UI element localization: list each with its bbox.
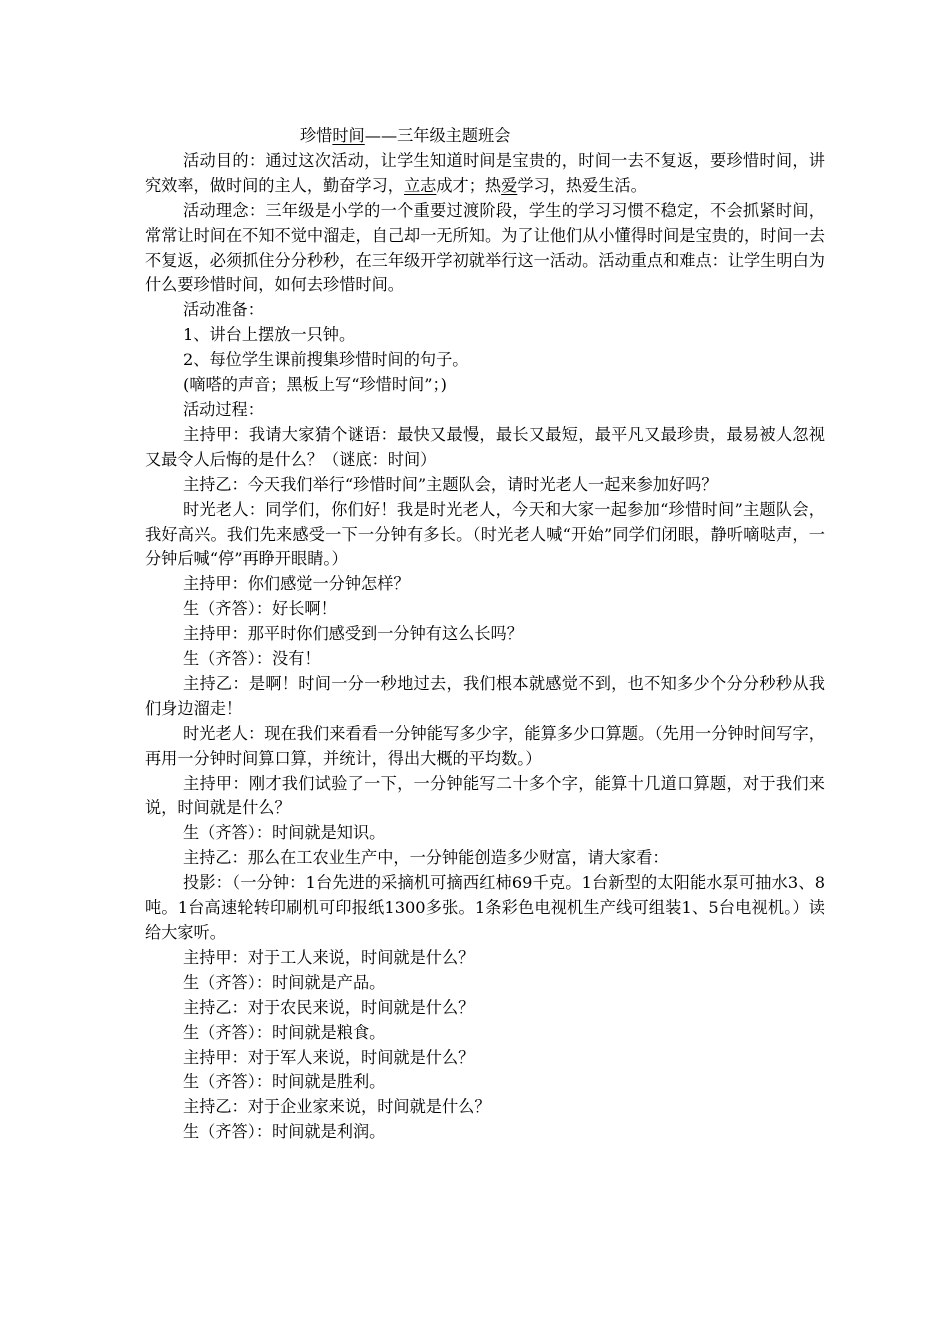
paragraph: 生（齐答）：好长啊！ (183, 599, 337, 619)
title-underlined-text: 时间 (332, 126, 365, 145)
paragraph: 主持甲：那平时你们感受到一分钟有这么长吗？ (183, 624, 523, 644)
paragraph: 主持乙：是啊！时间一分一秒地过去，我们根本就感觉不到，也不知多少个分分秒秒从我们身边溜走！ (145, 673, 825, 718)
paragraph: 生（齐答）：时间就是产品。 (183, 972, 386, 992)
paragraph: 1、讲台上摆放一只钟。 (183, 325, 356, 345)
paragraph: 2、每位学生课前搜集珍惜时间的句子。 (183, 350, 469, 370)
paragraph: 主持甲：对于军人来说，时间就是什么？ (183, 1047, 475, 1067)
paragraph: 主持乙：那么在工农业生产中，一分钟能创造多少财富，请大家看： (183, 848, 669, 868)
paragraph: 活动准备： (183, 300, 264, 320)
paragraph: (嘀嗒的声音；黑板上写“珍惜时间”；) (183, 375, 447, 395)
paragraph: 主持甲：刚才我们试验了一下，一分钟能写二十多个字，能算十几道口算题，对于我们来说，时间就是什么？ (145, 773, 825, 818)
paragraph: 生（齐答）：时间就是知识。 (183, 823, 386, 843)
paragraph: 主持乙：对于企业家来说，时间就是什么？ (183, 1097, 491, 1117)
paragraph: 主持乙：对于农民来说，时间就是什么？ (183, 997, 475, 1017)
title-text: 珍惜 (300, 126, 333, 145)
document-title (145, 124, 825, 149)
document-page (145, 124, 825, 1145)
paragraph: 主持乙：今天我们举行“珍惜时间”主题队会，请时光老人一起来参加好吗？ (183, 474, 718, 494)
title-text-rest: ——三年级主题班会 (364, 126, 511, 145)
paragraph: 活动理念：三年级是小学的一个重要过渡阶段，学生的学习习惯不稳定，不会抓紧时间，常常让时间在不知不觉中溜走，自己却一无所知。为了让他们从小懂得时间是宝贵的，时间一去不复返，必须抓住分分秒秒，在三年级开学初就举行这一活动。活动重点和难点：让学生明白为什么要珍惜时间，如何去珍惜时间。 (145, 200, 825, 295)
paragraph: 主持甲：对于工人来说，时间就是什么？ (183, 947, 475, 967)
paragraph: 生（齐答）：时间就是利润。 (183, 1122, 386, 1142)
paragraph: 生（齐答）：没有！ (183, 649, 321, 669)
paragraph: 生（齐答）：时间就是粮食。 (183, 1022, 386, 1042)
paragraph: 活动过程： (183, 399, 264, 419)
paragraph: 投影：（一分钟：1台先进的采摘机可摘西红柿69千克。1台新型的太阳能水泵可抽水3、8吨。1台高速轮转印刷机可印报纸1300多张。1条彩色电视机生产线可组装1、5台电视机。）读给大家听。 (145, 873, 825, 942)
paragraph: 生（齐答）：时间就是胜利。 (183, 1072, 386, 1092)
paragraph-purpose: 活动目的：通过这次活动，让学生知道时间是宝贵的，时间一去不复返，要珍惜时间，讲究效率，做时间的主人，勤奋学习，立志成才；热爱学习，热爱生活。 (145, 150, 825, 195)
paragraph: 主持甲：我请大家猜个谜语：最快又最慢，最长又最短，最平凡又最珍贵，最易被人忽视又最令人后悔的是什么？（谜底：时间） (145, 424, 825, 469)
paragraph: 时光老人：同学们，你们好！我是时光老人，今天和大家一起参加“珍惜时间”主题队会，我好高兴。我们先来感受一下一分钟有多长。（时光老人喊“开始”同学们闭眼，静听嘀哒声，一分钟后喊“停”再睁开眼睛。） (145, 499, 825, 569)
paragraph: 时光老人：现在我们来看看一分钟能写多少字，能算多少口算题。（先用一分钟时间写字，再用一分钟时间算口算，并统计，得出大概的平均数。） (145, 723, 825, 768)
paragraph: 主持甲：你们感觉一分钟怎样？ (183, 574, 410, 594)
